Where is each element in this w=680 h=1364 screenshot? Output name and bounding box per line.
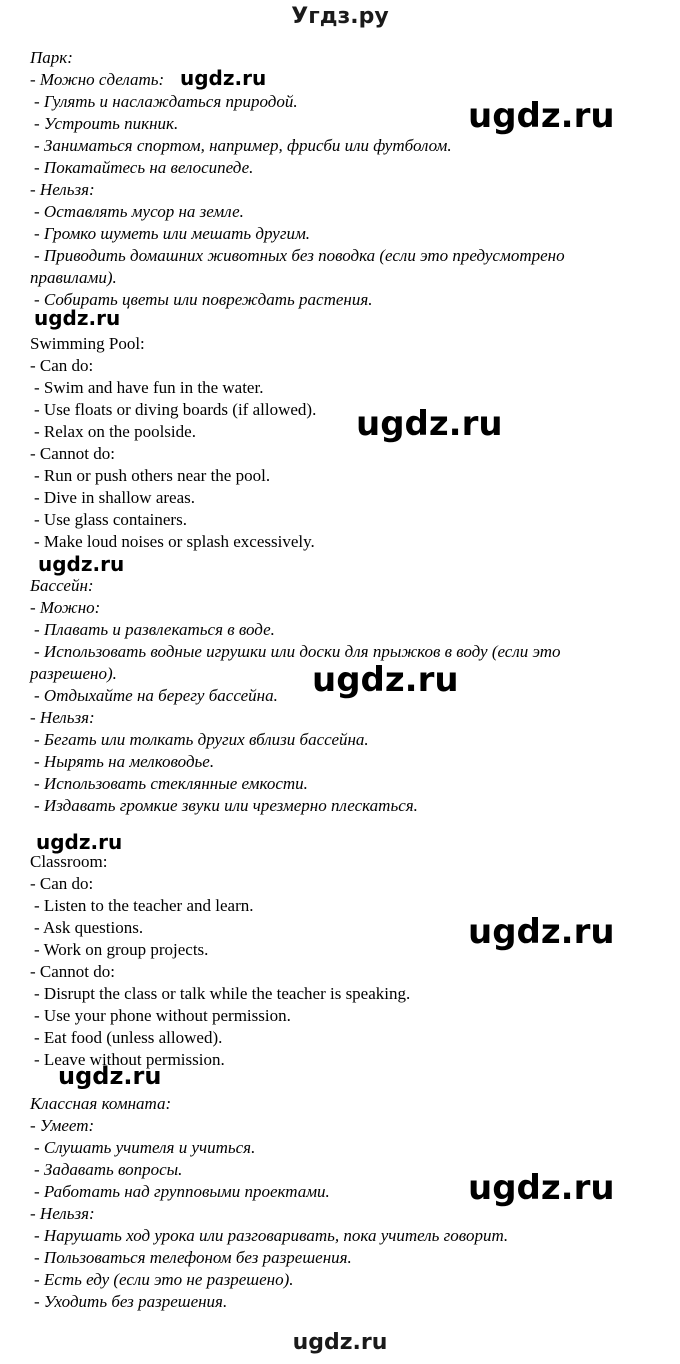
text-line: Классная комната: — [30, 1094, 172, 1113]
text-line: Бассейн: — [30, 576, 94, 595]
text-line: - Можно: — [30, 598, 101, 617]
watermark: ugdz.ru — [180, 66, 267, 90]
watermark: ugdz.ru — [38, 552, 125, 576]
text-line: - Гулять и наслаждаться природой. — [34, 92, 298, 111]
text-line: - Работать над групповыми проектами. — [34, 1182, 330, 1201]
watermark: ugdz.ru — [468, 1168, 615, 1208]
text-line: - Use floats or diving boards (if allowed). — [34, 400, 317, 419]
text-line: - Умеет: — [30, 1116, 95, 1135]
text-line: - Собирать цветы или повреждать растения. — [34, 290, 373, 309]
text-line: - Leave without permission. — [34, 1050, 225, 1069]
text-line: - Издавать громкие звуки или чрезмерно плескаться. — [34, 796, 418, 815]
text-line: - Relax on the poolside. — [34, 422, 196, 441]
watermark: ugdz.ru — [312, 660, 459, 700]
watermark: ugdz.ru — [356, 404, 503, 444]
text-line: - Cannot do: — [30, 962, 115, 981]
page-footer: ugdz.ru — [292, 1330, 388, 1355]
text-line: - Заниматься спортом, например, фрисби или футболом. — [34, 136, 452, 155]
text-line: - Ask questions. — [34, 918, 144, 937]
text-line: - Громко шуметь или мешать другим. — [34, 224, 311, 243]
watermark: ugdz.ru — [468, 96, 615, 136]
text-line: Swimming Pool: — [30, 334, 145, 353]
text-line: - Work on group projects. — [34, 940, 209, 959]
watermark: ugdz.ru — [468, 912, 615, 952]
text-line: - Use your phone without permission. — [34, 1006, 291, 1025]
watermark: ugdz.ru — [36, 830, 123, 854]
text-line: - Run or push others near the pool. — [34, 466, 271, 485]
watermark: ugdz.ru — [58, 1062, 162, 1090]
text-line: - Нельзя: — [30, 1204, 95, 1223]
text-line: Classroom: — [30, 852, 108, 871]
text-line: - Слушать учителя и учиться. — [34, 1138, 256, 1157]
text-line: - Swim and have fun in the water. — [34, 378, 264, 397]
text-line: - Устроить пикник. — [34, 114, 179, 133]
text-line: - Dive in shallow areas. — [34, 488, 195, 507]
text-line: - Использовать стеклянные емкости. — [34, 774, 308, 793]
text-line: - Покатайтесь на велосипеде. — [34, 158, 254, 177]
text-line: - Нельзя: — [30, 708, 95, 727]
page-title: Угдз.ру — [291, 4, 389, 29]
text-line: - Use glass containers. — [34, 510, 187, 529]
text-line: - Задавать вопросы. — [34, 1160, 183, 1179]
text-line: разрешено). — [30, 664, 117, 683]
text-line: правилами). — [30, 268, 117, 287]
text-line: - Disrupt the class or talk while the teacher is speaking. — [34, 984, 411, 1003]
text-line: - Есть еду (если это не разрешено). — [34, 1270, 294, 1289]
text-line: - Can do: — [30, 874, 94, 893]
text-line: - Оставлять мусор на земле. — [34, 202, 244, 221]
text-line: - Нарушать ход урока или разговаривать, пока учитель говорит. — [34, 1226, 509, 1245]
text-line: - Плавать и развлекаться в воде. — [34, 620, 275, 639]
text-line: - Бегать или толкать других вблизи бассейна. — [34, 730, 369, 749]
text-line: - Can do: — [30, 356, 94, 375]
text-line: - Отдыхайте на берегу бассейна. — [34, 686, 278, 705]
text-line: - Cannot do: — [30, 444, 115, 463]
text-line: - Listen to the teacher and learn. — [34, 896, 254, 915]
text-line: - Нырять на мелководье. — [34, 752, 215, 771]
text-line: - Приводить домашних животных без поводка (если это предусмотрено — [34, 246, 565, 265]
text-line: - Пользоваться телефоном без разрешения. — [34, 1248, 352, 1267]
text-line: - Make loud noises or splash excessively. — [34, 532, 315, 551]
text-line: - Уходить без разрешения. — [34, 1292, 228, 1311]
text-line: - Eat food (unless allowed). — [34, 1028, 223, 1047]
text-line: - Нельзя: — [30, 180, 95, 199]
text-line: Парк: — [30, 48, 73, 67]
text-line: - Использовать водные игрушки или доски для прыжков в воду (если это — [34, 642, 561, 661]
watermark: ugdz.ru — [34, 306, 121, 330]
text-line: - Можно сделать: — [30, 70, 165, 89]
